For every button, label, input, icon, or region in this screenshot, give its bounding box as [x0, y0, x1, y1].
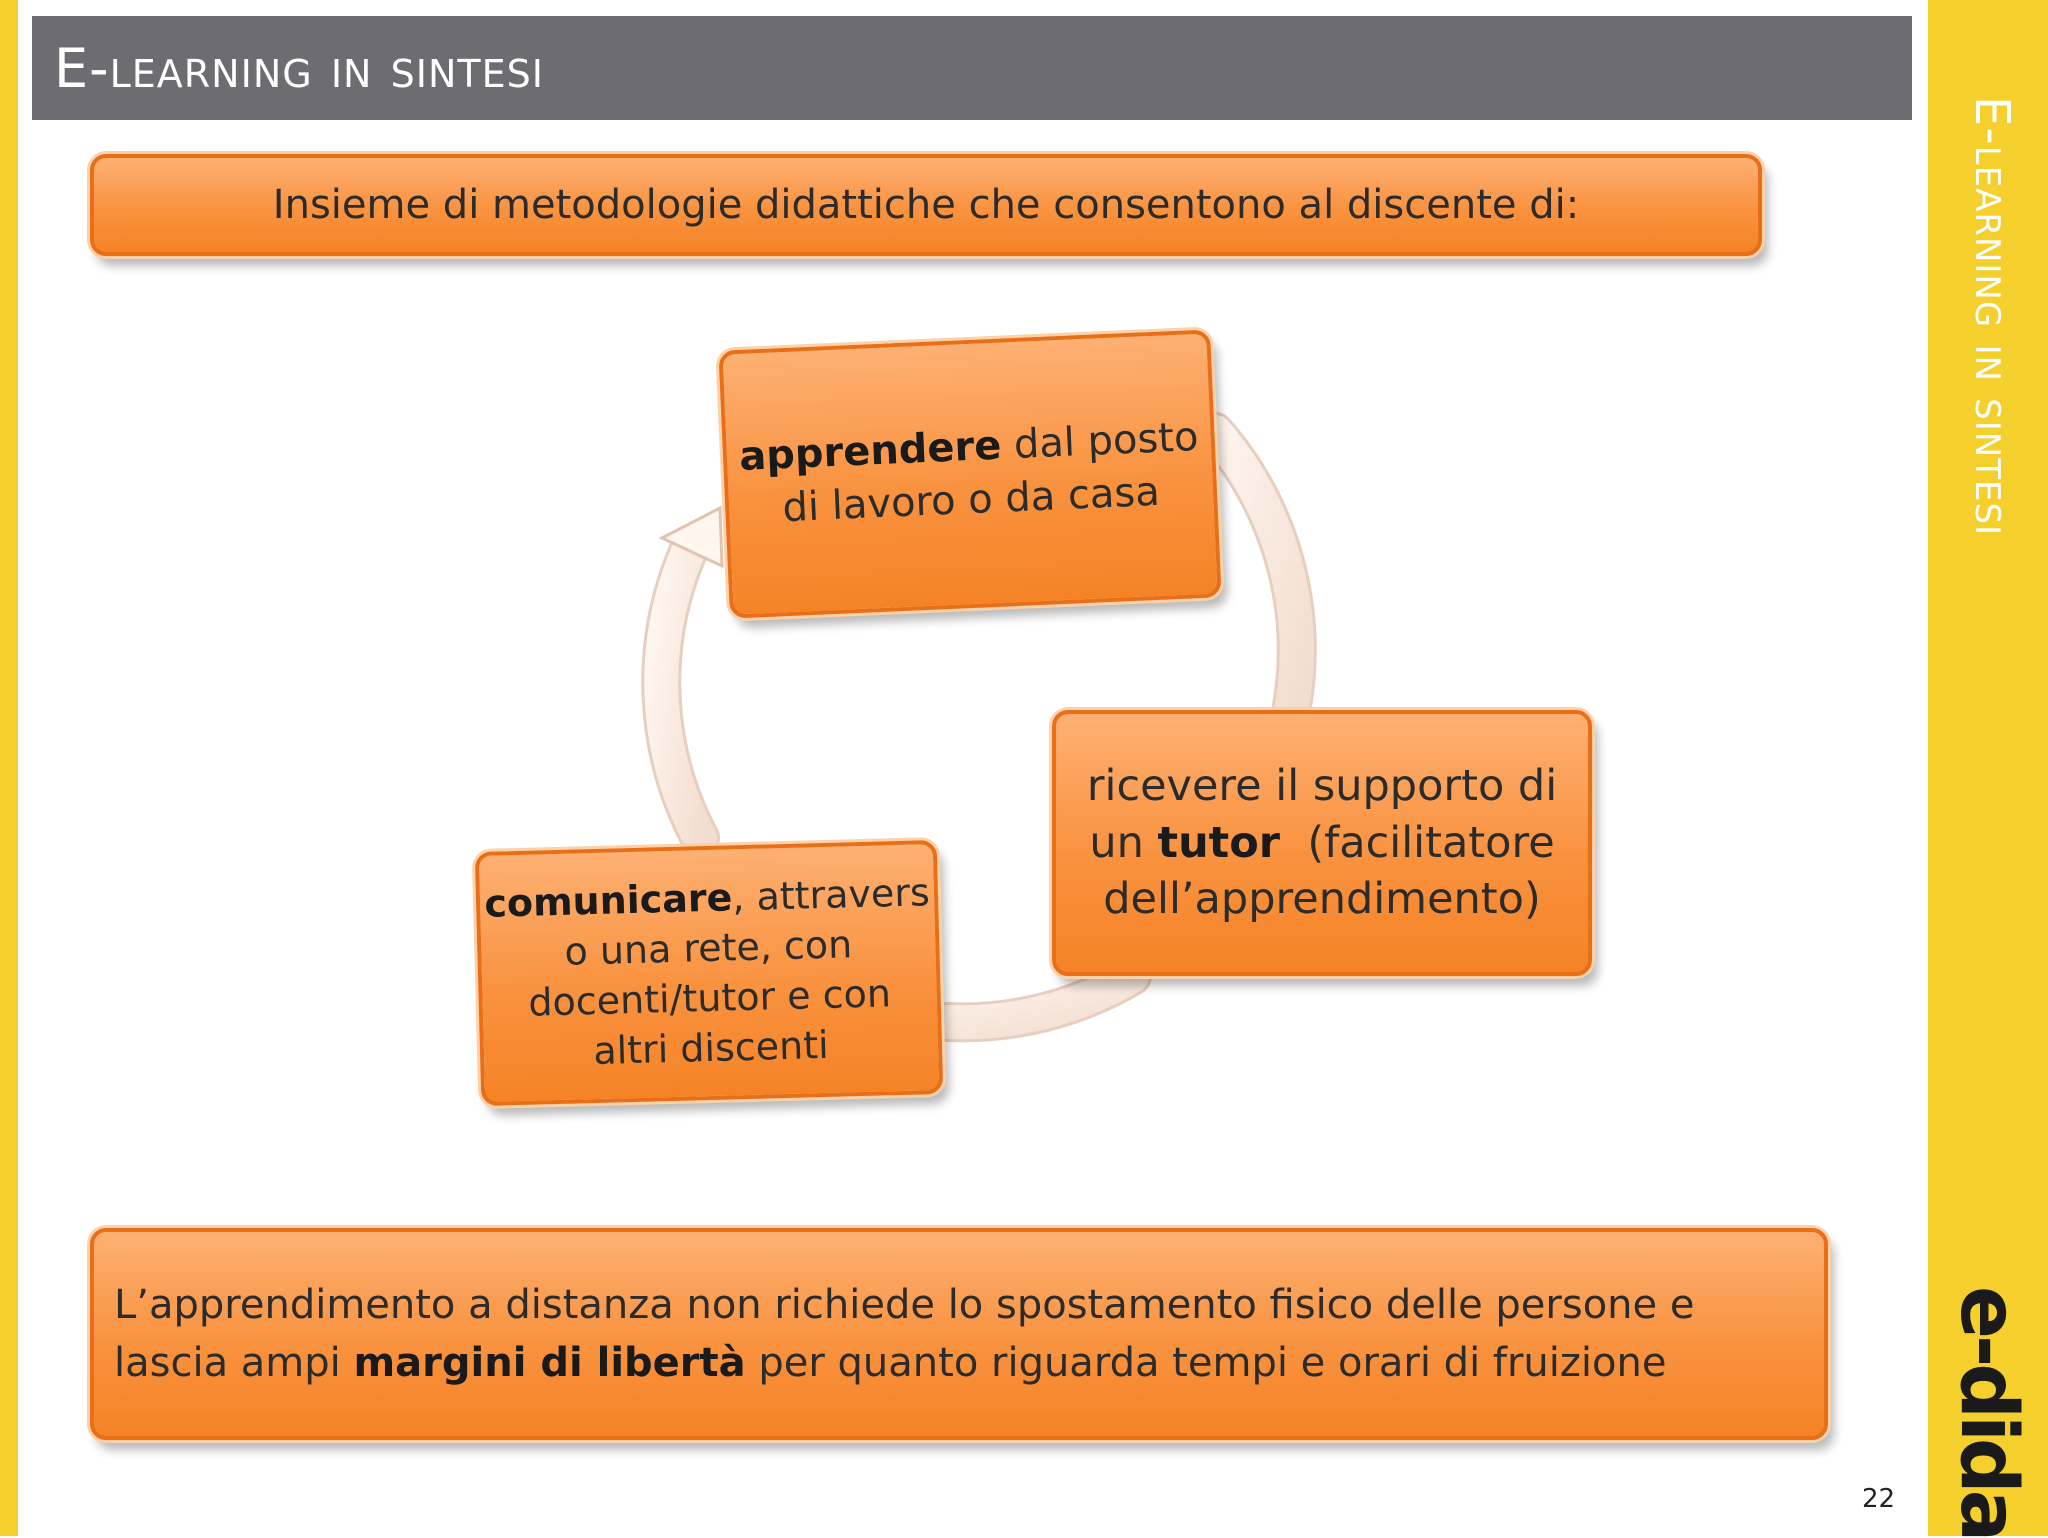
page-title: E-learning in sintesi — [54, 36, 544, 100]
node-apprendere-bold: apprendere — [738, 422, 1003, 481]
sidebar-title: E-learning in sintesi — [1964, 96, 2020, 537]
node-tutor-bold: tutor — [1157, 817, 1280, 868]
node-comunicare: comunicare, attravers o una rete, con docenti/tutor e con altri discenti — [475, 840, 943, 1106]
node-comunicare-bold: comunicare — [483, 875, 733, 926]
node-tutor: ricevere il supporto di un tutor (facilitatore dell’apprendimento) — [1052, 710, 1592, 976]
summary-bold: margini di libertà — [353, 1340, 746, 1386]
logo: e-dida — [1943, 1286, 2033, 1538]
summary-line-2: lascia ampi margini di libertà per quanto riguarda tempi e orari di fruizione — [114, 1340, 1667, 1386]
node-apprendere: apprendere dal posto di lavoro o da casa — [718, 329, 1221, 618]
summary-box — [90, 1228, 1828, 1440]
summary-line-1: L’apprendimento a distanza non richiede lo spostamento fisico delle persone e — [114, 1282, 1695, 1328]
intro-text: Insieme di metodologie didattiche che consentono al discente di: — [272, 182, 1580, 228]
page-number: 22 — [1862, 1484, 1896, 1514]
